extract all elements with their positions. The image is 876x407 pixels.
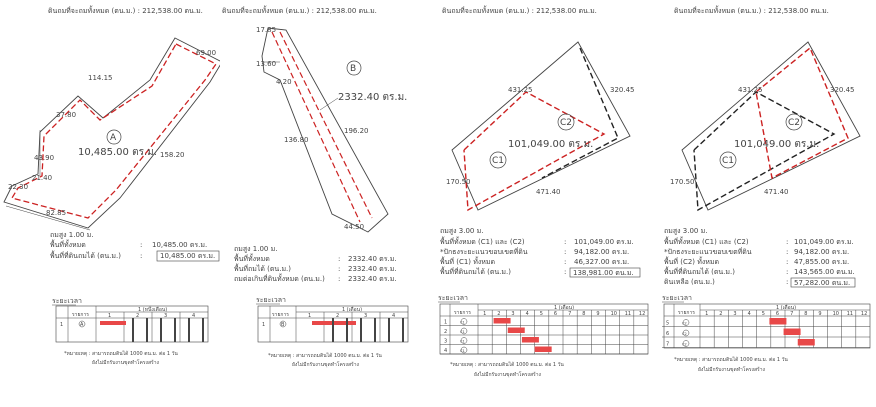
- month-9: 9: [596, 311, 600, 317]
- zone-a-letter: A: [110, 133, 117, 143]
- hatch: [360, 318, 362, 342]
- hatch: [388, 318, 390, 342]
- dim-left: 170.50: [446, 178, 471, 186]
- info-flag-value: 94,182.00 ตร.ม.: [794, 248, 850, 256]
- month-5: 5: [761, 311, 765, 317]
- info-colon: :: [140, 252, 143, 260]
- hatch: [174, 318, 176, 342]
- info-colon: :: [338, 255, 341, 263]
- schedule-bar: [798, 339, 815, 346]
- header-item: รายการ: [272, 312, 289, 318]
- plot-b-drawing: [220, 0, 430, 403]
- info-colon: :: [786, 268, 789, 276]
- month-11: 11: [624, 311, 632, 317]
- info-zone-label: พื้นที่ (C1) ทั้งหมด: [440, 258, 496, 266]
- week-3: 3: [364, 313, 368, 319]
- info-fillable-value: 143,565.00 ตน.ม.: [794, 268, 855, 276]
- info-fillable-value: 138,981.00 ตน.ม.: [573, 269, 634, 277]
- header-total-text: ดินถมที่จะถมทั้งหมด (ตน.ม.) : 212,538.00 ตน.ม.: [48, 7, 203, 15]
- schedule-table: [440, 304, 648, 354]
- month-8: 8: [582, 311, 586, 317]
- info-fill-height: ถมสูง 3.00 ม.: [440, 227, 484, 235]
- month-4: 4: [747, 311, 751, 317]
- hatch: [202, 318, 204, 342]
- header-month: 1 (เดือน): [554, 305, 575, 311]
- info-colon: :: [338, 275, 341, 283]
- header-item: รายการ: [72, 312, 89, 318]
- panel-zone-c2: [652, 0, 876, 403]
- dim-bottom: 82.85: [46, 209, 67, 217]
- row-no: 1: [262, 322, 266, 328]
- row-zone: C2: [682, 321, 687, 326]
- row-zone: C1: [460, 349, 465, 353]
- plot-c-boundary: [682, 42, 860, 210]
- month-columns: [483, 310, 645, 354]
- row-zone: C1: [460, 320, 465, 325]
- info-fillable-label: พื้นที่ที่ดินถมได้ (ตน.ม.): [664, 268, 735, 276]
- plot-b-fill-line: [280, 32, 372, 218]
- info-fill-height: ถมสูง 3.00 ม.: [664, 227, 708, 235]
- schedule-bar: [535, 347, 552, 353]
- plot-c1-drawing: [430, 0, 652, 403]
- row-no: 5: [666, 320, 670, 327]
- row-no: 6: [666, 331, 670, 337]
- month-7: 7: [790, 311, 794, 317]
- dim-bottom: 44.50: [344, 223, 365, 231]
- info-over-value: 2332.40 ตร.ม.: [348, 275, 397, 283]
- week-4: 4: [392, 313, 396, 319]
- plot-c2-drawing: [652, 0, 876, 403]
- hatch: [188, 318, 190, 342]
- dim-bottom: 471.40: [764, 188, 789, 196]
- row-zone: C2: [682, 342, 687, 347]
- month-12: 12: [860, 311, 868, 317]
- plot-c-boundary: [452, 42, 630, 210]
- month-1: 1: [705, 311, 709, 317]
- dim-d1: 13.60: [256, 60, 277, 68]
- schedule-bar: [508, 328, 525, 334]
- month-1: 1: [483, 311, 487, 317]
- note-line1: *หมายเหตุ : สามารถถมดินได้ 1000 ตน.ม. ต่อ 1 วัน: [450, 362, 564, 368]
- schedule-bar: [769, 318, 786, 325]
- row-no: 2: [444, 329, 448, 335]
- month-2: 2: [719, 311, 723, 317]
- hatch: [146, 318, 148, 342]
- row-zone: C1: [460, 339, 465, 344]
- info-colon: :: [338, 265, 341, 273]
- schedule-bar: [100, 321, 126, 325]
- info-leftover-value: 57,282.00 ตน.ม.: [794, 279, 851, 287]
- dim-top: 17.85: [256, 26, 277, 34]
- info-colon: :: [564, 238, 567, 246]
- panel-zone-b: [220, 0, 430, 403]
- dim-left: 136.80: [284, 136, 309, 144]
- month-9: 9: [818, 311, 822, 317]
- month-12: 12: [638, 311, 646, 317]
- zone-b-letter: B: [350, 64, 357, 74]
- month-6: 6: [553, 311, 558, 317]
- info-zone-value: 46,327.00 ตร.ม.: [574, 258, 630, 266]
- hatch: [346, 318, 348, 342]
- row-no: 1: [444, 319, 448, 326]
- dim-top: 431.25: [738, 86, 763, 94]
- info-total-label: พื้นที่ทั้งหมด: [50, 241, 86, 249]
- row-no: 7: [666, 341, 670, 348]
- info-over-label: ถมต่อเกินที่ดินทั้งหมด (ตน.ม.): [234, 275, 325, 283]
- note-line2: ยังไม่มีกรับงานขุดทำโครงสร้าง: [474, 372, 541, 378]
- week-3: 3: [164, 313, 168, 319]
- row-no: 4: [444, 348, 448, 354]
- dim-left: 170.50: [670, 178, 695, 186]
- header-month: 1 (เดือน): [776, 305, 797, 311]
- zone-c1-label: C1: [722, 156, 735, 166]
- zone-c1-label: C1: [492, 156, 505, 166]
- schedule-bar: [522, 337, 539, 343]
- hatch: [132, 318, 134, 342]
- info-flag-label: *ปักธงระยะแนวขอบเขตที่ดิน: [664, 248, 752, 256]
- zone-c2-label: C2: [560, 118, 573, 128]
- week-2: 2: [136, 313, 140, 319]
- dim-d2: 43.90: [34, 154, 55, 162]
- zone-a-area: 10,485.00 ตร.ม.: [78, 147, 157, 158]
- info-colon: :: [786, 278, 789, 286]
- schedule-rows: [440, 318, 648, 354]
- info-fill-height: ถมสูง 1.00 ม.: [50, 231, 94, 239]
- week-1: 1: [308, 313, 312, 319]
- dim-right-lower: 158.20: [160, 151, 185, 159]
- info-colon: :: [786, 238, 789, 246]
- info-leftover-label: ดินเหลือ (ตน.ม.): [664, 278, 715, 286]
- schedule-title: ระยะเวลา: [52, 297, 82, 305]
- note-line1: *หมายเหตุ : สามารถถมดินได้ 1000 ตน.ม. ต่อ 1 วัน: [268, 353, 382, 359]
- info-total-value: 101,049.00 ตร.ม.: [794, 238, 854, 246]
- dim-right: 320.45: [610, 86, 635, 94]
- zone-b-area: 2332.40 ตร.ม.: [338, 92, 408, 103]
- note-line1: *หมายเหตุ : สามารถถมดินได้ 1000 ตน.ม. ต่อ 1 วัน: [674, 357, 788, 363]
- month-6: 6: [775, 311, 780, 317]
- month-4: 4: [525, 311, 529, 317]
- info-fillable-value: 10,485.00 ตร.ม.: [160, 252, 216, 260]
- info-colon: :: [564, 268, 567, 276]
- row-no: 3: [444, 338, 448, 345]
- hatch: [402, 318, 404, 342]
- dim-d2: 4.20: [276, 78, 292, 86]
- dim-bottom: 471.40: [536, 188, 561, 196]
- dim-d1: 37.80: [56, 111, 77, 119]
- month-3: 3: [733, 311, 737, 317]
- schedule-bar: [494, 318, 511, 324]
- dim-d4: 22.30: [8, 183, 29, 191]
- schedule-table: [258, 306, 408, 342]
- info-flag-label: *ปักธงระยะแนวขอบเขตที่ดิน: [440, 248, 528, 256]
- row-zone: C1: [460, 330, 465, 334]
- dim-top: 431.25: [508, 86, 533, 94]
- zone-c2-line: [542, 48, 618, 178]
- info-total-value: 101,049.00 ตร.ม.: [574, 238, 634, 246]
- note-line1: *หมายเหตุ : สามารถถมดินได้ 1000 ตน.ม. ต่อ 1 วัน: [64, 351, 178, 357]
- header-item: รายการ: [678, 310, 695, 316]
- month-3: 3: [511, 311, 515, 317]
- info-total-label: พื้นที่ทั้งหมด (C1) และ (C2): [440, 238, 525, 246]
- row-zone: C2: [682, 332, 687, 336]
- info-fillable-label: พื้นที่ที่ดินถมได้ (ตน.ม.): [440, 268, 511, 276]
- month-10: 10: [832, 311, 839, 317]
- info-colon: :: [140, 241, 143, 249]
- panel-zone-c1: [430, 0, 652, 403]
- plot-a-drawing: [0, 0, 220, 403]
- schedule-rows: [662, 318, 870, 348]
- note-line2: ยังไม่มีกรับงานขุดทำโครงสร้าง: [292, 362, 359, 368]
- dim-d3: 21.40: [32, 174, 53, 182]
- info-total-label: พื้นที่ทั้งหมด (C1) และ (C2): [664, 238, 749, 246]
- zone-c1-fill-line: [464, 92, 604, 210]
- dim-right: 320.45: [830, 86, 855, 94]
- schedule-table: [662, 304, 870, 348]
- info-zone-label: พื้นที่ (C2) ทั้งหมด: [664, 258, 720, 266]
- info-flag-value: 94,182.00 ตร.ม.: [574, 248, 630, 256]
- schedule-title: ระยะเวลา: [256, 296, 286, 304]
- info-fill-height: ถมสูง 1.00 ม.: [234, 245, 278, 253]
- info-zone-value: 47,855.00 ตร.ม.: [794, 258, 850, 266]
- hatch: [332, 318, 334, 342]
- month-8: 8: [804, 311, 808, 317]
- week-2: 2: [336, 313, 340, 319]
- dim-right: 196.20: [344, 127, 369, 135]
- info-total-value: 10,485.00 ตร.ม.: [152, 241, 208, 249]
- info-colon: :: [564, 248, 567, 256]
- dim-top: 114.15: [88, 74, 113, 82]
- month-7: 7: [568, 311, 572, 317]
- zone-c-area: 101,049.00 ตร.ม.: [508, 139, 594, 150]
- zone-c2-label: C2: [788, 118, 801, 128]
- plot-a-fill-line: [12, 44, 216, 218]
- note-line2: ยังไม่มีกรับงานขุดทำโครงสร้าง: [698, 367, 765, 373]
- schedule-title: ระยะเวลา: [438, 294, 468, 302]
- info-fillable-value: 2332.40 ตร.ม.: [348, 265, 397, 273]
- month-11: 11: [846, 311, 854, 317]
- row-zone: B: [281, 322, 285, 328]
- header-item: รายการ: [454, 310, 471, 316]
- plot-b-boundary: [262, 28, 388, 232]
- header-total-text: ดินถมที่จะถมทั้งหมด (ตน.ม.) : 212,538.00 ตน.ม.: [222, 7, 377, 15]
- month-2: 2: [497, 311, 501, 317]
- header-month: 1 (เดือน): [342, 307, 363, 313]
- month-5: 5: [539, 311, 543, 317]
- hatch: [374, 318, 376, 342]
- row-no: 1: [60, 322, 64, 328]
- zone-c-area: 101,049.00 ตร.ม.: [734, 139, 820, 150]
- row-zone: A: [80, 322, 84, 328]
- header-month: 1 (หนึ่งเดือน): [138, 307, 168, 313]
- info-colon: :: [786, 258, 789, 266]
- header-total-text: ดินถมที่จะถมทั้งหมด (ตน.ม.) : 212,538.00 ตน.ม.: [442, 7, 597, 15]
- month-10: 10: [610, 311, 617, 317]
- header-total-text: ดินถมที่จะถมทั้งหมด (ตน.ม.) : 212,538.00 ตน.ม.: [674, 7, 829, 15]
- zone-c2-fill-line: [756, 48, 848, 178]
- schedule-title: ระยะเวลา: [662, 294, 692, 302]
- info-fillable-label: พื้นที่ถมได้ (ตน.ม.): [234, 265, 292, 273]
- schedule-table: [56, 306, 208, 342]
- hatch-columns: [132, 318, 204, 342]
- info-fillable-label: พื้นที่ที่ดินถมได้ (ตน.ม.): [50, 252, 121, 260]
- info-total-label: พื้นที่ทั้งหมด: [234, 255, 270, 263]
- hatch: [160, 318, 162, 342]
- week-4: 4: [192, 313, 196, 319]
- info-total-value: 2332.40 ตร.ม.: [348, 255, 397, 263]
- dim-top-right: 69.00: [196, 49, 217, 57]
- info-colon: :: [786, 248, 789, 256]
- info-colon: :: [564, 258, 567, 266]
- note-line2: ยังไม่มีกรับงานขุดทำโครงสร้าง: [92, 360, 159, 366]
- week-1: 1: [108, 313, 112, 319]
- panel-zone-a: [0, 0, 220, 403]
- schedule-bar: [784, 329, 801, 336]
